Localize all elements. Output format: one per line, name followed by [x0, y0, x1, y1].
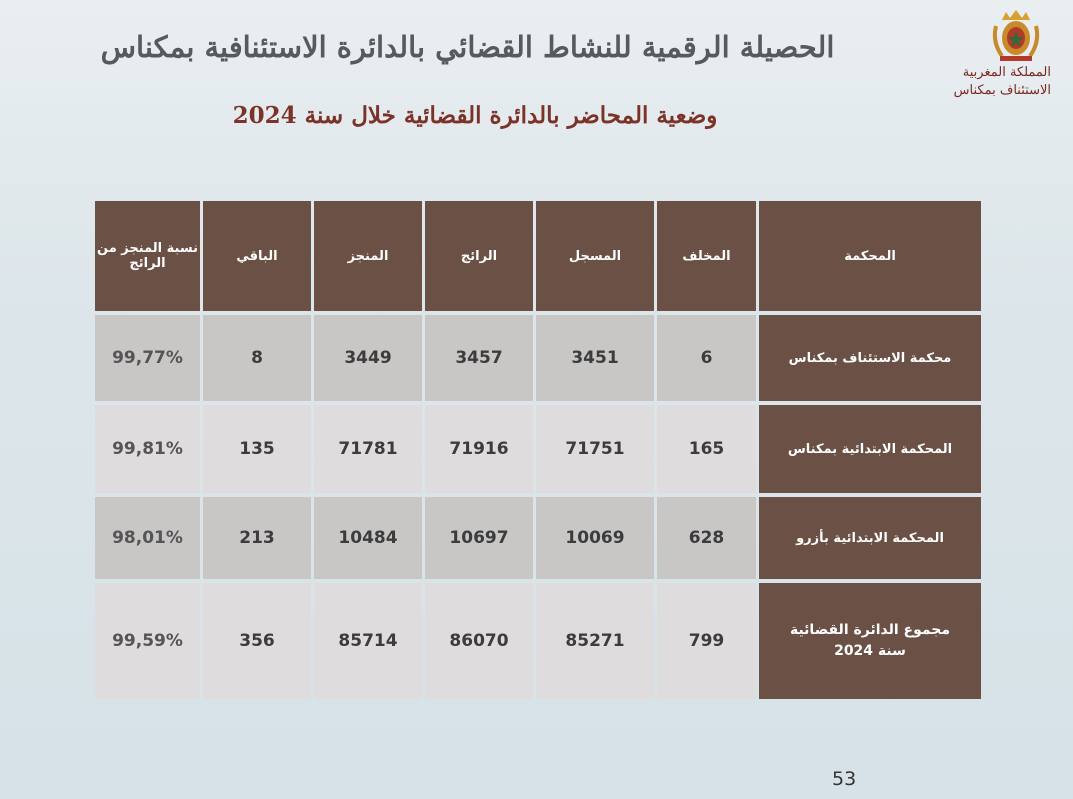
cell-registered: 10069	[536, 497, 654, 579]
page-title: الحصيلة الرقمية للنشاط القضائي بالدائرة الاستئنافية بمكناس	[100, 30, 835, 64]
cell-pending: 10697	[425, 497, 533, 579]
cell-rate: 99,77%	[95, 315, 200, 401]
cell-court-total	[759, 583, 981, 699]
header-backlog: المخلف	[657, 201, 756, 311]
header-rate-label: نسبة المنجز من الرائج	[97, 241, 198, 271]
cell-completed: 71781	[314, 405, 422, 493]
cell-backlog: 799	[657, 583, 756, 699]
cell-pending: 71916	[425, 405, 533, 493]
cell-backlog: 165	[657, 405, 756, 493]
cell-completed: 85714	[314, 583, 422, 699]
header-completed: المنجز	[314, 201, 422, 311]
header-registered: المسجل	[536, 201, 654, 311]
cell-completed: 10484	[314, 497, 422, 579]
cell-rate: 99,59%	[95, 583, 200, 699]
table-row	[95, 405, 981, 493]
cell-pending: 86070	[425, 583, 533, 699]
header-pending: الرائج	[425, 201, 533, 311]
page-number: 53	[832, 768, 857, 790]
cell-backlog: 628	[657, 497, 756, 579]
org-line-1: المملكة المغربية	[962, 65, 1051, 80]
table-row-total	[95, 583, 981, 699]
cell-registered: 85271	[536, 583, 654, 699]
cell-completed: 3449	[314, 315, 422, 401]
total-label-line-2: سنة 2024	[834, 643, 906, 659]
statistics-table	[92, 197, 984, 703]
total-label-line-1: مجموع الدائرة القضائية	[789, 622, 951, 638]
header-remaining: الباقي	[203, 201, 311, 311]
royal-coat-of-arms-icon	[990, 6, 1042, 64]
cell-remaining: 135	[203, 405, 311, 493]
cell-pending: 3457	[425, 315, 533, 401]
page-subtitle: وضعية المحاضر بالدائرة القضائية خلال سنة 2024	[232, 102, 718, 129]
table-row	[95, 497, 981, 579]
cell-rate: 99,81%	[95, 405, 200, 493]
cell-remaining: 8	[203, 315, 311, 401]
cell-court: محكمة الاستئناف بمكناس	[759, 315, 981, 401]
cell-rate: 98,01%	[95, 497, 200, 579]
cell-remaining: 213	[203, 497, 311, 579]
org-line-2: الاستئناف بمكناس	[953, 83, 1051, 98]
organization-name	[911, 64, 1051, 100]
cell-court: المحكمة الابتدائية بمكناس	[759, 405, 981, 493]
header-court: المحكمة	[759, 201, 981, 311]
cell-registered: 71751	[536, 405, 654, 493]
table-row	[95, 315, 981, 401]
cell-registered: 3451	[536, 315, 654, 401]
cell-remaining: 356	[203, 583, 311, 699]
cell-court: المحكمة الابتدائية بأزرو	[759, 497, 981, 579]
table-header-row	[95, 201, 981, 311]
header-rate	[95, 201, 200, 311]
cell-backlog: 6	[657, 315, 756, 401]
